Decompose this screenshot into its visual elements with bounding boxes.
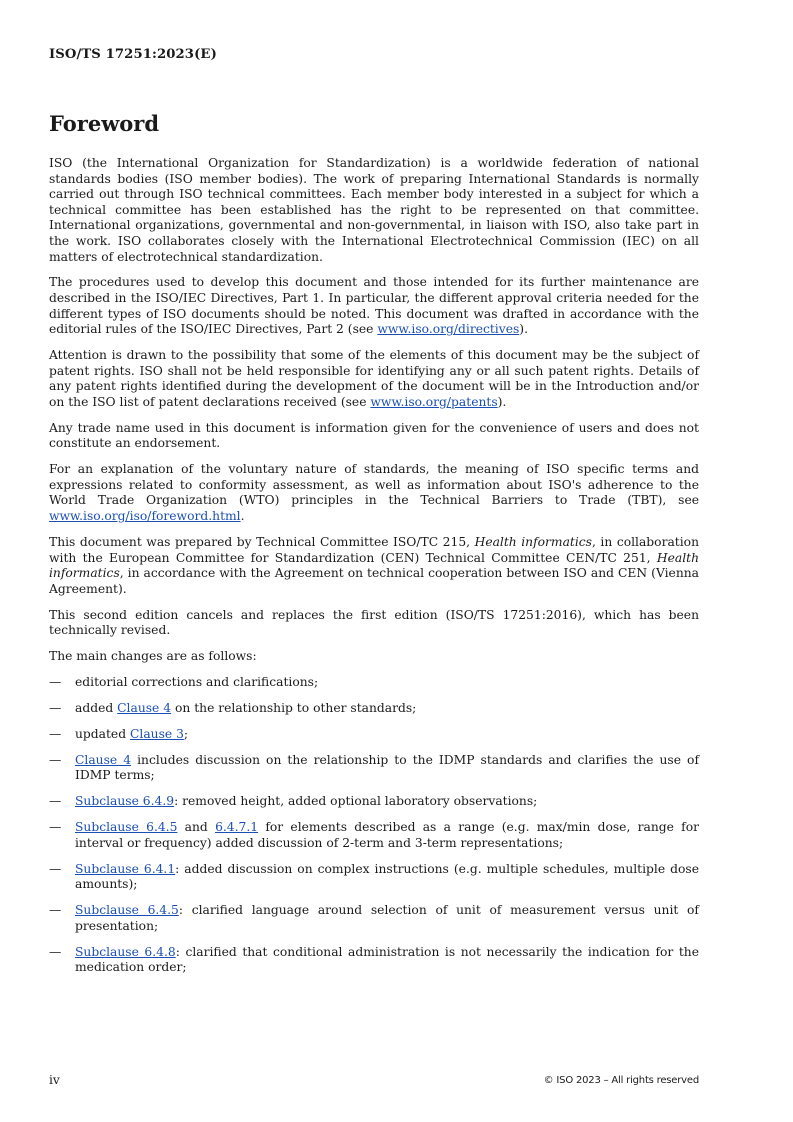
clause-link[interactable]: Clause 4 bbox=[117, 700, 172, 715]
committee-title: Health informatics bbox=[49, 550, 699, 581]
paragraph-text: Attention is drawn to the possibility that some of the elements of this document may be the subject of patent rights. ISO shall not be held responsible for identifying any or all such patent rights. Details of any patent rights identified during the development of the document will be in the Introduction and/or on the ISO list of patent declarations received (see bbox=[49, 348, 699, 409]
clause-link[interactable]: Clause 3 bbox=[130, 726, 184, 741]
list-item-text: : clarified language around selection of unit of measurement versus unit of presentation; bbox=[75, 903, 699, 933]
paragraph-iso-intro: ISO (the International Organization for Standardization) is a worldwide federation of national standards bodies (ISO member bodies). The work of preparing International Standards is normally carried out through ISO technical committees. Each member body interested in a subject for which a technical committee has been established has the right to be represented on that committee. International organizations, governmental and non-governmental, in liaison with ISO, also take part in the work. ISO collaborates closely with the International Electrotechnical Commission (IEC) on all matters of electrotechnical standardization. bbox=[49, 156, 699, 264]
list-item-text: added bbox=[75, 700, 118, 715]
paragraph-text: , in accordance with the Agreement on technical cooperation between ISO and CEN (Vienna Agreement). bbox=[49, 566, 699, 596]
paragraph-voluntary-nature bbox=[49, 462, 699, 524]
dash-bullet: — bbox=[49, 903, 62, 918]
paragraph-tail: . bbox=[240, 509, 245, 524]
dash-bullet: — bbox=[49, 794, 62, 809]
paragraph-edition: This second edition cancels and replaces the first edition (ISO/TS 17251:2016), which has been technically revised. bbox=[49, 607, 699, 638]
list-item bbox=[49, 701, 699, 717]
list-item-text: ; bbox=[183, 726, 189, 741]
list-item-text: on the relationship to other standards; bbox=[171, 700, 417, 715]
paragraph-patents bbox=[49, 348, 699, 410]
dash-bullet: — bbox=[49, 700, 62, 715]
dash-bullet: — bbox=[49, 752, 62, 767]
list-item-text: : added discussion on complex instructions (e.g. multiple schedules, multiple dose amounts); bbox=[75, 861, 699, 892]
paragraph-tail: ). bbox=[497, 394, 507, 409]
list-item bbox=[49, 903, 699, 934]
paragraph-committee bbox=[49, 535, 699, 597]
paragraph-trade-name: Any trade name used in this document is information given for the convenience of users and does not constitute an endorsement. bbox=[49, 420, 699, 451]
list-item bbox=[49, 945, 699, 976]
subclause-link[interactable]: Subclause 6.4.9 bbox=[75, 794, 175, 809]
subclause-link[interactable]: Subclause 6.4.1 bbox=[75, 861, 176, 876]
list-item bbox=[49, 675, 699, 691]
list-item bbox=[49, 820, 699, 851]
list-item bbox=[49, 753, 699, 784]
patents-link[interactable]: www.iso.org/patents bbox=[370, 394, 498, 409]
paragraph-tail: ). bbox=[519, 322, 528, 337]
foreword-link[interactable]: www.iso.org/iso/foreword.html bbox=[49, 509, 241, 524]
list-item bbox=[49, 794, 699, 810]
paragraph-text: For an explanation of the voluntary nature of standards, the meaning of ISO specific terms and expressions related to conformity assessment, as well as information about ISO's adherence to the World Trade Organization (WTO) principles in the Technical Barriers to Trade (TBT), see bbox=[49, 462, 699, 508]
changes-list bbox=[49, 675, 699, 976]
subclause-link[interactable]: 6.4.7.1 bbox=[215, 820, 259, 835]
subclause-link[interactable]: Subclause 6.4.5 bbox=[75, 903, 179, 918]
list-item bbox=[49, 862, 699, 893]
dash-bullet: — bbox=[49, 726, 62, 741]
copyright-notice: © ISO 2023 – All rights reserved bbox=[543, 1075, 699, 1086]
list-item-text: : clarified that conditional administration is not necessarily the indication for the medication order; bbox=[75, 944, 699, 975]
dash-bullet: — bbox=[49, 675, 62, 689]
paragraph-text: This document was prepared by Technical Committee ISO/TC 215, bbox=[49, 534, 475, 549]
subclause-link[interactable]: Subclause 6.4.5 bbox=[75, 820, 178, 835]
document-id-header: ISO/TS 17251:2023(E) bbox=[49, 47, 217, 62]
list-item-text: : removed height, added optional laboratory observations; bbox=[174, 794, 538, 809]
list-item-text: includes discussion on the relationship to the IDMP standards and clarifies the use of IDMP terms; bbox=[75, 752, 699, 783]
directives-link[interactable]: www.iso.org/directives bbox=[377, 322, 520, 337]
list-item-text: for elements described as a range (e.g. max/min dose, range for interval or frequency) added discussion of 2-term and 3-term representations; bbox=[75, 820, 699, 850]
list-item-text: updated bbox=[75, 726, 130, 741]
list-item-text: and bbox=[177, 820, 216, 835]
clause-link[interactable]: Clause 4 bbox=[75, 752, 132, 767]
list-item bbox=[49, 727, 699, 743]
page-title: Foreword bbox=[49, 111, 160, 136]
page-number: iv bbox=[49, 1073, 60, 1087]
paragraph-procedures bbox=[49, 275, 699, 337]
foreword-body bbox=[49, 156, 699, 986]
paragraph-text: , in collaboration with the European Committee for Standardization (CEN) Technical Committee CEN/TC 251, bbox=[49, 534, 699, 565]
paragraph-text: The procedures used to develop this document and those intended for its further maintenance are described in the ISO/IEC Directives, Part 1. In particular, the different approval criteria needed for the different types of ISO documents should be noted. This document was drafted in accordance with the editorial rules of the ISO/IEC Directives, Part 2 (see bbox=[49, 275, 699, 337]
list-item-text: editorial corrections and clarifications; bbox=[75, 675, 319, 689]
dash-bullet: — bbox=[49, 861, 62, 876]
paragraph-changes-intro: The main changes are as follows: bbox=[49, 649, 257, 664]
dash-bullet: — bbox=[49, 944, 62, 959]
committee-title: Health informatics bbox=[474, 534, 592, 549]
subclause-link[interactable]: Subclause 6.4.8 bbox=[75, 944, 176, 959]
dash-bullet: — bbox=[49, 820, 62, 835]
